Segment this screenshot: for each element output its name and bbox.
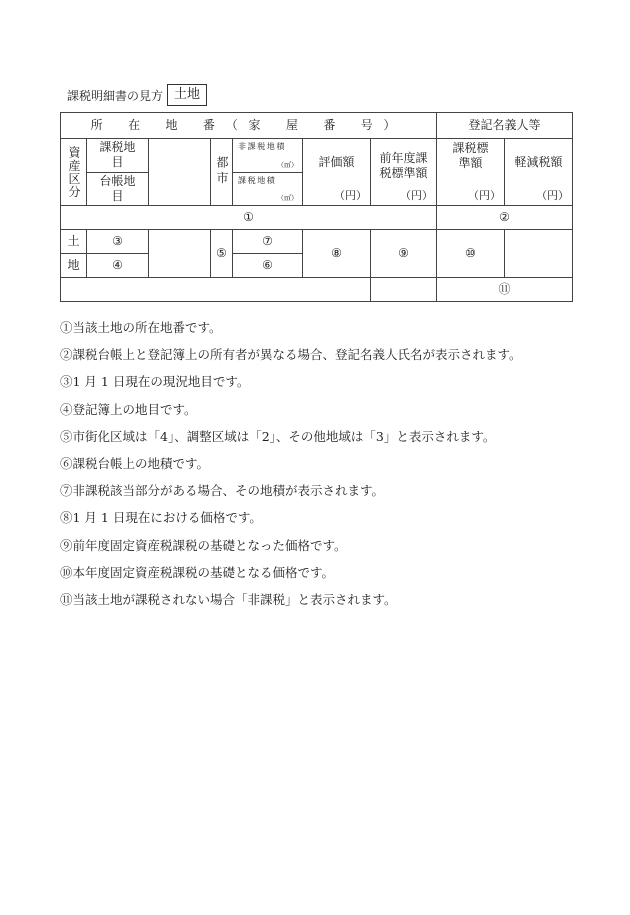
tax-area-label: 課税地積 [238,175,277,185]
eval-amount-label: 評価額 [318,155,355,169]
note-item: ⑧1 月 1 日現在における価格です。 [60,510,262,526]
marker-3: ③ [87,230,149,254]
note-item: ⑩本年度固定資産税課税の基礎となる価格です。 [60,564,335,580]
location-header: 所 在 地 番（家 屋 番 号） [61,113,437,139]
tax-std-header [437,139,505,206]
land-label-top: 土 [61,230,87,254]
blank-data-cell [149,230,211,278]
marker-10: ⑩ [437,230,505,278]
tax-std-label: 課税標準額 [452,141,489,170]
blank-bottom-cell [61,278,371,302]
blank-reduced-cell [505,230,573,278]
reduced-tax-unit: （円） [536,189,570,203]
notes-list [60,318,620,617]
prev-std-header [371,139,437,206]
note-item: ⑥課税台帳上の地積です。 [60,455,210,471]
note-item: ④登記簿上の地目です。 [60,401,197,417]
reduced-tax-label: 軽減税額 [514,155,563,169]
marker-2: ② [437,206,573,230]
marker-1: ① [61,206,437,230]
note-item: ⑦非課税該当部分がある場合、その地積が表示されます。 [60,483,385,499]
blank-bottom-cell-2 [371,278,437,302]
nontax-area-label: 非課税地積 [238,142,286,151]
prev-std-unit: （円） [400,189,434,203]
owner-header: 登記名義人等 [437,113,573,139]
note-item: ②課税台帳上と登記簿上の所有者が異なる場合、登記名義人氏名が表示されます。 [60,347,522,363]
blank-header-cell [149,139,211,206]
tax-std-unit: （円） [468,189,502,203]
asset-class-label: 資産区分 [61,139,87,206]
marker-7: ⑦ [233,230,303,254]
marker-8: ⑧ [303,230,371,278]
nontax-area-header [233,139,303,173]
reduced-tax-header [505,139,573,206]
tax-area-unit: （㎡） [277,194,298,203]
title-badge: 土地 [167,84,207,106]
register-land-category-label: 台帳地目 [87,172,149,206]
prev-std-label: 前年度課税標準額 [379,151,428,180]
eval-amount-unit: （円） [334,189,367,203]
nontax-area-unit: （㎡） [277,160,298,169]
land-label-bottom: 地 [61,254,87,278]
marker-9: ⑨ [371,230,437,278]
tax-area-header [233,172,303,206]
marker-6: ⑥ [233,254,303,278]
eval-amount-header [303,139,371,206]
marker-11: ⑪ [437,278,573,302]
marker-5: ⑤ [211,230,233,278]
note-item: ①当該土地の所在地番です。 [60,320,222,335]
note-item: ⑪当該土地が課税されない場合「非課税」と表示されます。 [60,591,397,607]
tax-land-category-label: 課税地目 [87,139,149,173]
note-item: ⑨前年度固定資産税課税の基礎となった価格です。 [60,537,347,553]
note-item: ⑤市街化区域は「4」、調整区域は「2」、その他地域は「3」と表示されます。 [60,428,496,444]
tax-detail-form [60,112,573,302]
note-item: ③1 月 1 日現在の現況地目です。 [60,374,250,390]
document-title [67,84,207,106]
marker-4: ④ [87,254,149,278]
city-label: 都市 [211,139,233,206]
title-text: 課税明細書の見方 [67,88,164,103]
